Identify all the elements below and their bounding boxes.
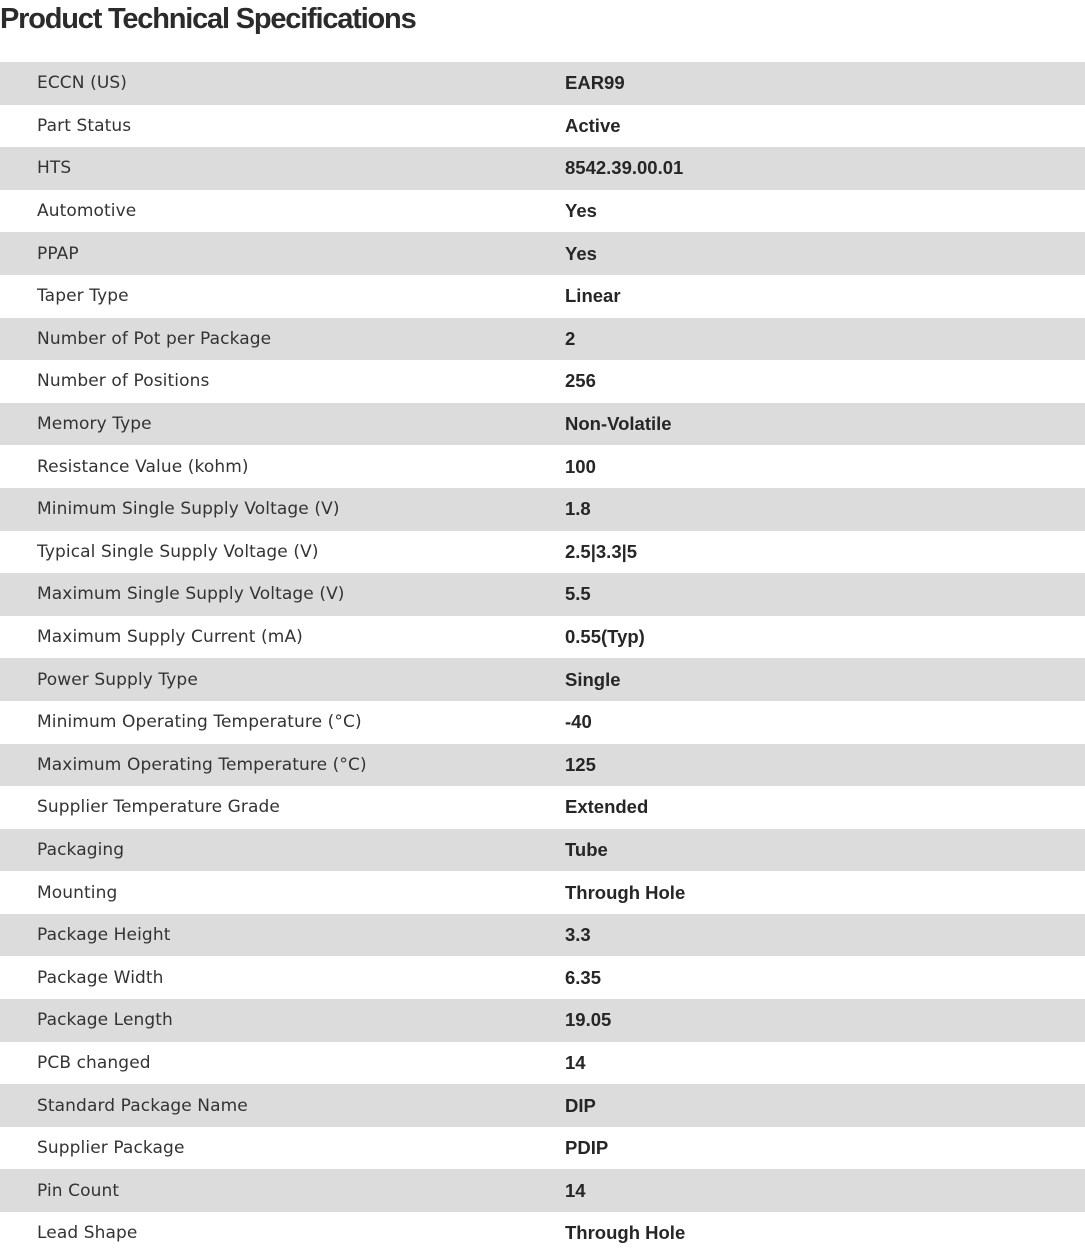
spec-value: Linear [565,275,1085,318]
spec-label: Lead Shape [0,1212,565,1255]
spec-label: Automotive [0,190,565,233]
spec-row-max-supply-current [0,616,1085,659]
spec-row-pots-per-package [0,318,1085,361]
spec-label: Package Length [0,999,565,1042]
spec-label: Standard Package Name [0,1084,565,1127]
spec-label: PPAP [0,232,565,275]
spec-value: Through Hole [565,871,1085,914]
spec-label: PCB changed [0,1042,565,1085]
spec-label: Supplier Package [0,1127,565,1170]
spec-row-taper-type [0,275,1085,318]
spec-label: Part Status [0,105,565,148]
spec-label: HTS [0,147,565,190]
spec-value: 2 [565,318,1085,361]
spec-row-supplier-package [0,1127,1085,1170]
spec-row-package-length [0,999,1085,1042]
spec-value: 6.35 [565,956,1085,999]
spec-label: Minimum Single Supply Voltage (V) [0,488,565,531]
spec-value: Single [565,658,1085,701]
spec-value: 19.05 [565,999,1085,1042]
spec-value: 2.5|3.3|5 [565,531,1085,574]
page-title: Product Technical Specifications [0,3,416,35]
spec-row-package-width [0,956,1085,999]
spec-row-eccn [0,62,1085,105]
spec-value: 14 [565,1042,1085,1085]
spec-table-body [0,62,1085,1255]
spec-row-positions [0,360,1085,403]
spec-value: 1.8 [565,488,1085,531]
spec-row-pin-count [0,1169,1085,1212]
spec-row-power-supply-type [0,658,1085,701]
spec-value: Non-Volatile [565,403,1085,446]
spec-label: Supplier Temperature Grade [0,786,565,829]
spec-row-max-operating-temp [0,744,1085,787]
spec-label: Packaging [0,829,565,872]
spec-row-standard-package-name [0,1084,1085,1127]
spec-value: Through Hole [565,1212,1085,1255]
spec-value: -40 [565,701,1085,744]
spec-value: Yes [565,232,1085,275]
spec-value: 0.55(Typ) [565,616,1085,659]
spec-row-lead-shape [0,1212,1085,1255]
spec-value: Active [565,105,1085,148]
spec-row-automotive [0,190,1085,233]
spec-value: Extended [565,786,1085,829]
spec-row-min-operating-temp [0,701,1085,744]
spec-row-package-height [0,914,1085,957]
spec-label: Number of Positions [0,360,565,403]
spec-label: Mounting [0,871,565,914]
spec-value: Tube [565,829,1085,872]
spec-label: Package Width [0,956,565,999]
spec-value: 100 [565,445,1085,488]
spec-row-packaging [0,829,1085,872]
spec-value: 256 [565,360,1085,403]
spec-value: 5.5 [565,573,1085,616]
spec-label: Minimum Operating Temperature (°C) [0,701,565,744]
spec-label: Typical Single Supply Voltage (V) [0,531,565,574]
spec-row-memory-type [0,403,1085,446]
spec-label: Taper Type [0,275,565,318]
spec-value: 8542.39.00.01 [565,147,1085,190]
spec-label: Power Supply Type [0,658,565,701]
spec-value: 14 [565,1169,1085,1212]
spec-label: Memory Type [0,403,565,446]
spec-value: 125 [565,744,1085,787]
spec-row-hts [0,147,1085,190]
spec-label: Maximum Operating Temperature (°C) [0,744,565,787]
spec-row-ppap [0,232,1085,275]
spec-row-min-supply-voltage [0,488,1085,531]
spec-value: 3.3 [565,914,1085,957]
spec-label: ECCN (US) [0,62,565,105]
spec-label: Maximum Single Supply Voltage (V) [0,573,565,616]
spec-row-mounting [0,871,1085,914]
spec-label: Package Height [0,914,565,957]
spec-label: Maximum Supply Current (mA) [0,616,565,659]
spec-value: EAR99 [565,62,1085,105]
spec-label: Pin Count [0,1169,565,1212]
spec-row-part-status [0,105,1085,148]
spec-row-resistance [0,445,1085,488]
spec-label: Resistance Value (kohm) [0,445,565,488]
spec-value: DIP [565,1084,1085,1127]
spec-value: PDIP [565,1127,1085,1170]
spec-label: Number of Pot per Package [0,318,565,361]
spec-row-temp-grade [0,786,1085,829]
spec-value: Yes [565,190,1085,233]
spec-row-typ-supply-voltage [0,531,1085,574]
spec-table [0,62,1085,1255]
spec-row-pcb-changed [0,1042,1085,1085]
spec-row-max-supply-voltage [0,573,1085,616]
